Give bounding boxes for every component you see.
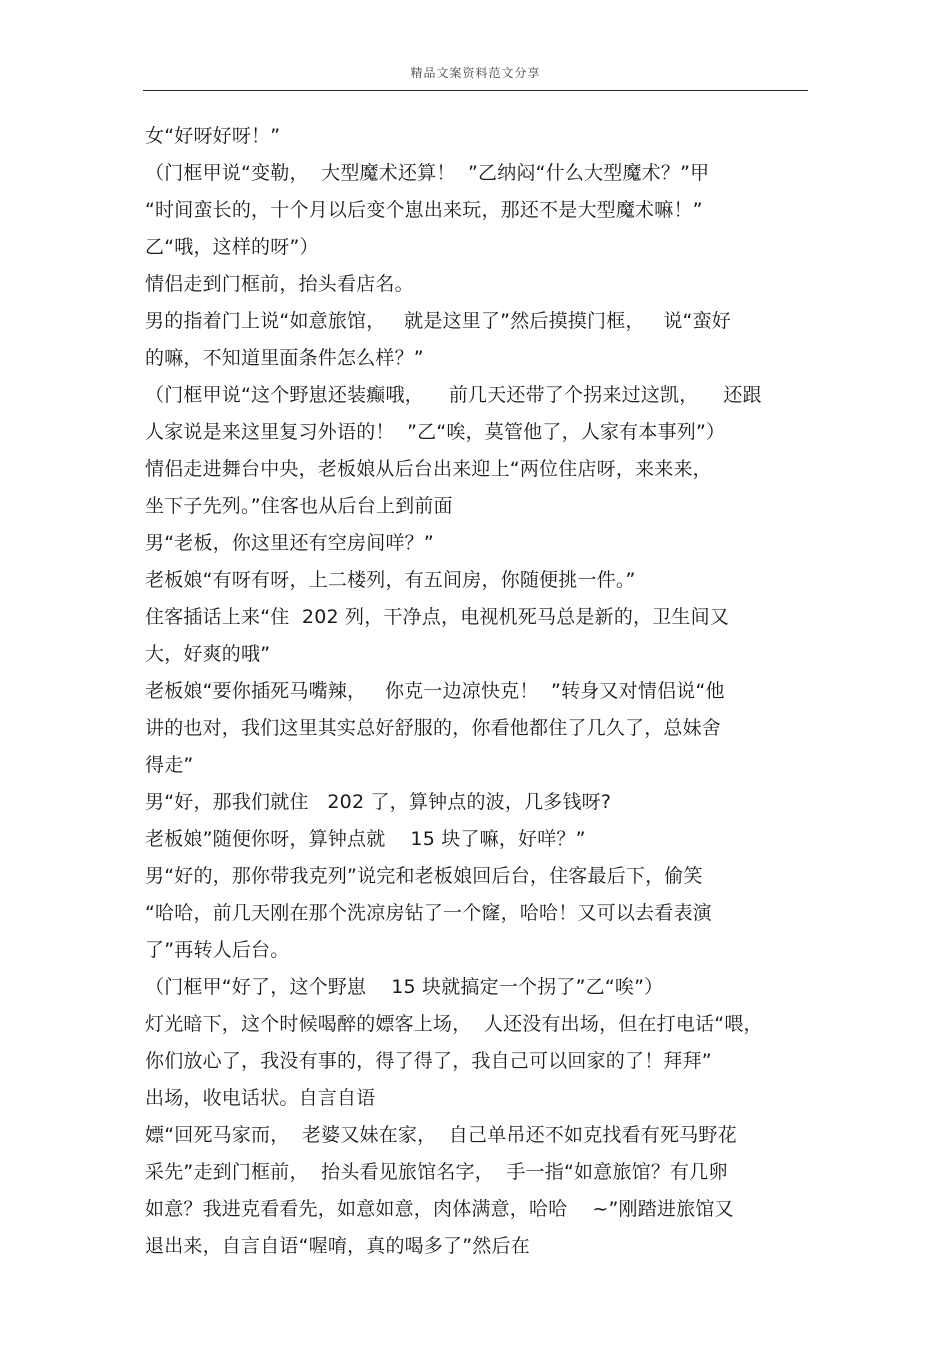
- text-line: 男“老板，你这里还有空房间咩？”: [145, 532, 434, 554]
- header-divider: [143, 90, 808, 91]
- body-text: [145, 118, 815, 1265]
- text-line: （门框甲说“这个野崽还装癫哦， 前几天还带了个拐来过这凯， 还跟: [145, 384, 762, 406]
- text-line: 坐下子先列。”住客也从后台上到前面: [145, 495, 453, 517]
- text-line: 情侣走到门框前，抬头看店名。: [145, 273, 414, 295]
- text-line: 了”再转人后台。: [145, 939, 290, 961]
- text-line: 老板娘”随便你呀，算钟点就 15 块了嘛，好咩？”: [145, 828, 586, 850]
- text-line: 女“好呀好呀！”: [145, 125, 281, 147]
- text-line: 嫖“回死马家而， 老婆又妹在家， 自己单吊还不如克找看有死马野花: [145, 1124, 737, 1146]
- text-line: 出场，收电话状。自言自语: [145, 1087, 376, 1109]
- page-header: 精品文案资料范文分享: [410, 66, 541, 80]
- text-line: 老板娘“要你插死马嘴辣， 你克一边凉快克！ ”转身又对情侣说“他: [145, 680, 725, 702]
- text-line: 大，好爽的哦”: [145, 643, 271, 665]
- text-line: 灯光暗下，这个时候喝醉的嫖客上场， 人还没有出场，但在打电话“喂，: [145, 1013, 763, 1035]
- text-line: 人家说是来这里复习外语的！ ”乙“唉，莫管他了，人家有本事列”）: [145, 421, 726, 443]
- text-line: 你们放心了，我没有事的，得了得了，我自己可以回家的了！拜拜”: [145, 1050, 712, 1072]
- text-line: “时间蛮长的，十个月以后变个崽出来玩，那还不是大型魔术嘛！”: [145, 199, 703, 221]
- text-line: 如意？我进克看看先，如意如意，肉体满意，哈哈 ~”刚踏进旅馆又: [145, 1198, 734, 1220]
- text-line: 的嘛，不知道里面条件怎么样？”: [145, 347, 424, 369]
- text-line: 男“好的，那你带我克列”说完和老板娘回后台，住客最后下，偷笑: [145, 865, 703, 887]
- text-line: （门框甲说“变勒， 大型魔术还算！ ”乙纳闷“什么大型魔术？”甲: [145, 162, 710, 184]
- text-line: （门框甲“好了，这个野崽 15 块就搞定一个拐了”乙“唉”）: [145, 976, 664, 998]
- text-line: “哈哈，前几天刚在那个洗凉房钻了一个窿，哈哈！又可以去看表演: [145, 902, 712, 924]
- text-line: 男“好，那我们就住 202 了，算钟点的波，几多钱呀?: [145, 791, 612, 813]
- text-line: 讲的也对，我们这里其实总好舒服的，你看他都住了几久了，总妹舍: [145, 717, 722, 739]
- text-line: 采先”走到门框前， 抬头看见旅馆名字， 手一指“如意旅馆？有几卵: [145, 1161, 728, 1183]
- text-line: 住客插话上来“住 202 列，干净点，电视机死马总是新的，卫生间又: [145, 606, 730, 628]
- text-line: 老板娘“有呀有呀，上二楼列，有五间房，你随便挑一件。”: [145, 569, 636, 591]
- text-line: 乙“哦，这样的呀”）: [145, 236, 319, 258]
- text-line: 男的指着门上说“如意旅馆， 就是这里了”然后摸摸门框， 说“蛮好: [145, 310, 731, 332]
- text-line: 得走”: [145, 754, 194, 776]
- text-line: 情侣走进舞台中央，老板娘从后台出来迎上“两位住店呀，来来来，: [145, 458, 712, 480]
- text-line: 退出来，自言自语“喔唷，真的喝多了”然后在: [145, 1235, 530, 1257]
